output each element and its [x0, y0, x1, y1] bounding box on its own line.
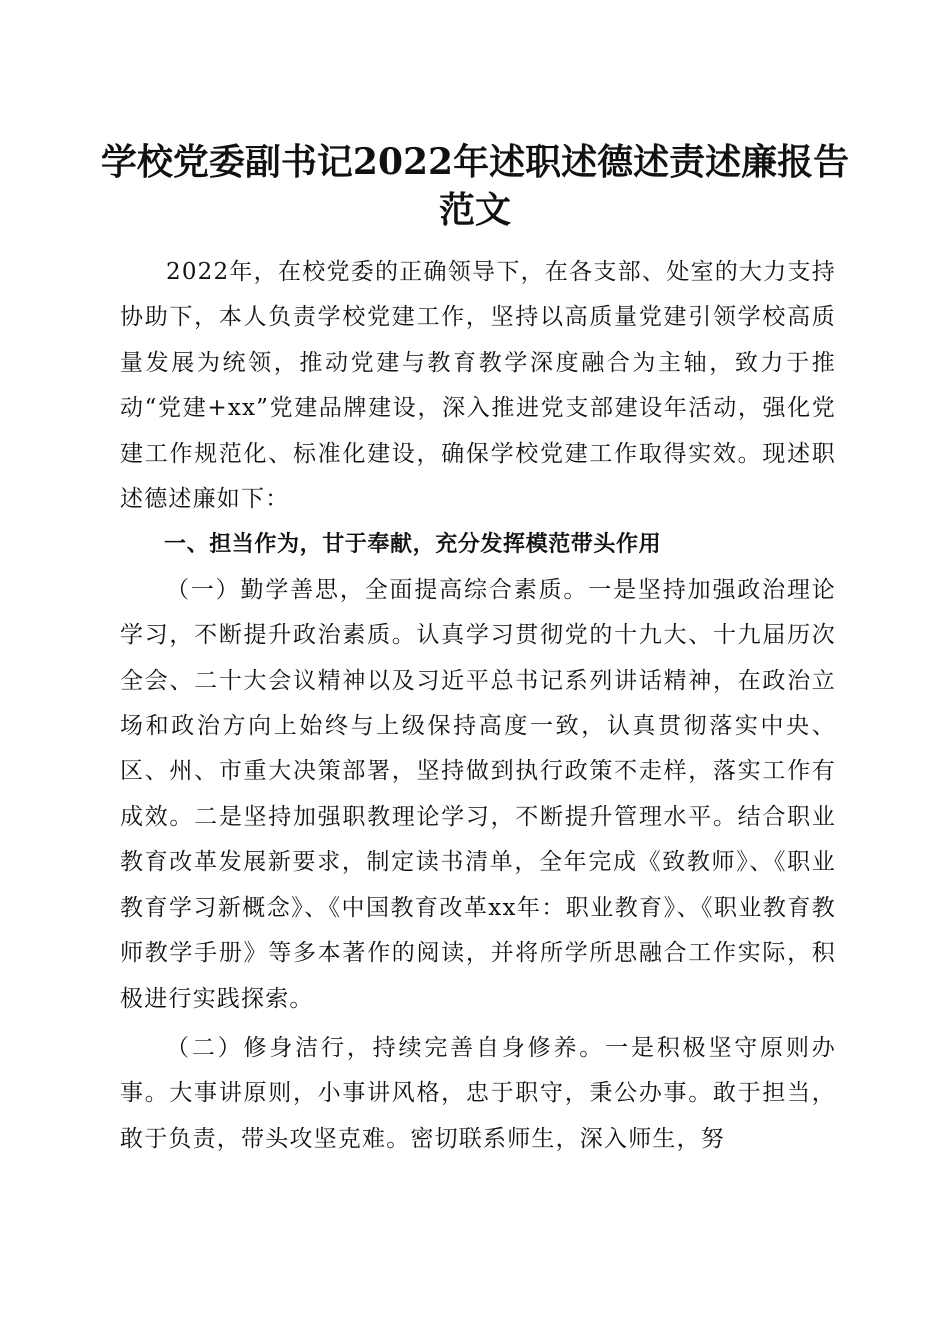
section-heading-1: 一、担当作为，甘于奉献，充分发挥模范带头作用: [164, 532, 662, 558]
subsection-paragraph-1: （一）勤学善思，全面提高综合素质。一是坚持加强政治理论学习，不断提升政治素质。认真学习贯彻党的十九大、十九届历次全会、二十大会议精神以及习近平总书记系列讲话精神，在政治立场和政治方向上始终与上级保持高度一致，认真贯彻落实中央、区、州、市重大决策部署，坚持做到执行政策不走样，落实工作有成效。二是坚持加强职教理论学习，不断提升管理水平。结合职业教育改革发展新要求，制定读书清单，全年完成《致教师》、《职业教育学习新概念》、《中国教育改革xx年：职业教育》、《职业教育教师教学手册》等多本著作的阅读，并将所学所思融合工作实际，积极进行实践探索。: [120, 576, 836, 1012]
document-body: [120, 250, 836, 1162]
document-title: 学校党委副书记2022年述职述德述责述廉报告范文: [100, 141, 850, 231]
subsection-paragraph-2: （二）修身洁行，持续完善自身修养。一是积极坚守原则办事。大事讲原则，小事讲风格，忠于职守，秉公办事。敢于担当，敢于负责，带头攻坚克难。密切联系师生，深入师生，努: [120, 1034, 836, 1152]
intro-paragraph: 2022年，在校党委的正确领导下，在各支部、处室的大力支持协助下，本人负责学校党建工作，坚持以高质量党建引领学校高质量发展为统领，推动党建与教育教学深度融合为主轴，致力于推动“党建+xx”党建品牌建设，深入推进党支部建设年活动，强化党建工作规范化、标准化建设，确保学校党建工作取得实效。现述职述德述廉如下：: [120, 259, 836, 513]
